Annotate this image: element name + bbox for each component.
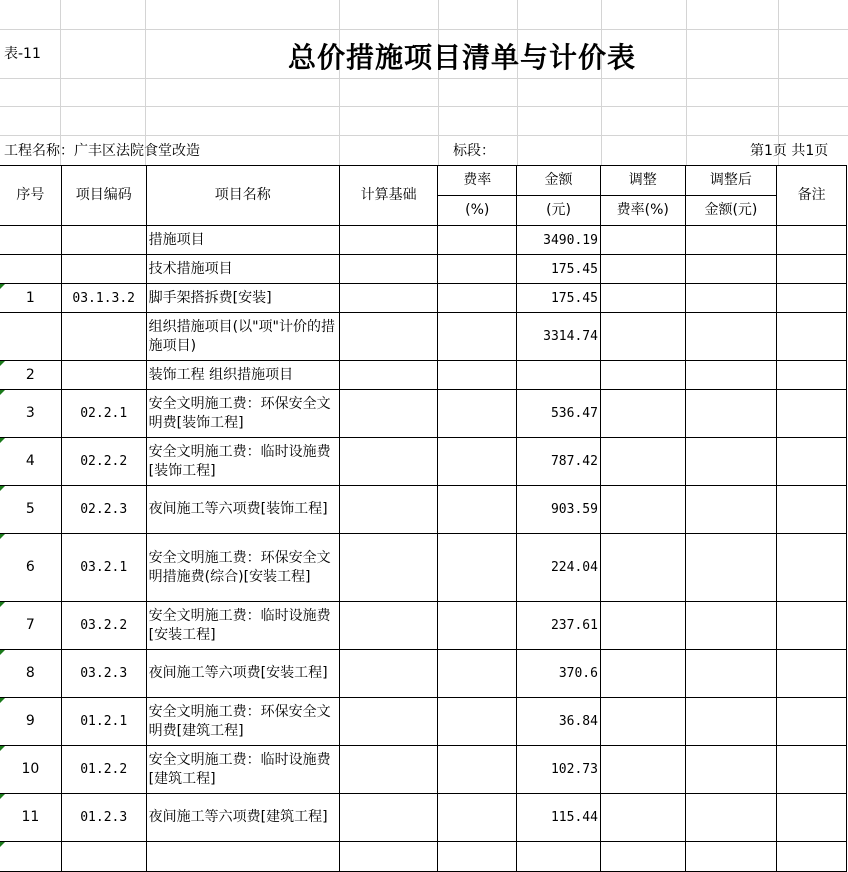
cell-remark[interactable] [777, 361, 847, 390]
cell-seq[interactable]: 5 [0, 486, 61, 534]
cell-name[interactable]: 安全文明施工费：临时设施费[安装工程] [146, 602, 339, 650]
cell-code[interactable]: 01.2.1 [61, 698, 146, 746]
cell-rate[interactable] [438, 602, 517, 650]
cell-amount[interactable]: 36.84 [517, 698, 601, 746]
cell-amount[interactable]: 536.47 [517, 390, 601, 438]
cell-adjusted-amount[interactable] [685, 534, 777, 602]
cell-code[interactable]: 01.2.3 [61, 794, 146, 842]
table-row [0, 284, 847, 313]
table-row [0, 313, 847, 361]
cell-adjust-rate[interactable] [600, 226, 685, 255]
cell-rate[interactable] [438, 390, 517, 438]
header-adjust-rate-unit[interactable]: 费率(%) [600, 196, 685, 226]
header-remark[interactable]: 备注 [777, 166, 847, 226]
cell-remark[interactable] [777, 746, 847, 794]
cell-seq[interactable]: 7 [0, 602, 61, 650]
cell-adjust-rate[interactable] [600, 746, 685, 794]
cell-name[interactable]: 脚手架搭拆费[安装] [146, 284, 339, 313]
page-indicator: 第1页 共1页 [750, 143, 829, 159]
cell-basis[interactable] [339, 390, 438, 438]
cell-basis[interactable] [339, 602, 438, 650]
cell-amount[interactable]: 3314.74 [517, 313, 601, 361]
cell-rate[interactable] [438, 534, 517, 602]
cell-adjust-rate[interactable] [600, 255, 685, 284]
cell-adjusted-amount[interactable] [685, 361, 777, 390]
cell-rate[interactable] [438, 313, 517, 361]
cell-amount[interactable]: 787.42 [517, 438, 601, 486]
cell-code[interactable]: 02.2.3 [61, 486, 146, 534]
table-row [0, 390, 847, 438]
cell-remark[interactable] [777, 698, 847, 746]
header-rate-unit[interactable]: (%) [438, 196, 517, 226]
cell-rate[interactable] [438, 284, 517, 313]
cell-code[interactable] [61, 313, 146, 361]
cell-code[interactable] [61, 361, 146, 390]
table-row [0, 226, 847, 255]
table-row [0, 361, 847, 390]
page-title: 总价措施项目清单与计价表 [288, 41, 637, 74]
cell-basis[interactable] [339, 284, 438, 313]
cell-basis[interactable] [339, 361, 438, 390]
cell-adjust-rate[interactable] [600, 534, 685, 602]
cell-adjust-rate[interactable] [600, 602, 685, 650]
cell-basis[interactable] [339, 842, 438, 872]
cell-basis[interactable] [339, 438, 438, 486]
cell-remark[interactable] [777, 842, 847, 872]
cell-rate[interactable] [438, 361, 517, 390]
cell-seq[interactable]: 1 [0, 284, 61, 313]
cell-basis[interactable] [339, 746, 438, 794]
cell-adjusted-amount[interactable] [685, 842, 777, 872]
cell-code[interactable] [61, 226, 146, 255]
cell-adjust-rate[interactable] [600, 284, 685, 313]
table-row [0, 486, 847, 534]
header-amount[interactable]: 金额 [517, 166, 601, 196]
cell-seq[interactable] [0, 313, 61, 361]
table-row [0, 746, 847, 794]
cell-seq[interactable]: 2 [0, 361, 61, 390]
cell-adjust-rate[interactable] [600, 650, 685, 698]
cell-code[interactable]: 01.2.2 [61, 746, 146, 794]
cell-remark[interactable] [777, 602, 847, 650]
cell-remark[interactable] [777, 486, 847, 534]
cell-seq[interactable]: 6 [0, 534, 61, 602]
cell-adjust-rate[interactable] [600, 438, 685, 486]
cell-code[interactable]: 03.2.2 [61, 602, 146, 650]
cell-name[interactable]: 安全文明施工费：临时设施费[建筑工程] [146, 746, 339, 794]
cell-rate[interactable] [438, 438, 517, 486]
cell-code[interactable]: 02.2.2 [61, 438, 146, 486]
table-row [0, 794, 847, 842]
cell-rate[interactable] [438, 486, 517, 534]
cell-adjusted-amount[interactable] [685, 650, 777, 698]
cell-seq[interactable]: 3 [0, 390, 61, 438]
cell-name[interactable]: 夜间施工等六项费[建筑工程] [146, 794, 339, 842]
cell-remark[interactable] [777, 534, 847, 602]
cell-basis[interactable] [339, 650, 438, 698]
cell-name[interactable]: 安全文明施工费：环保安全文明费[装饰工程] [146, 390, 339, 438]
cell-rate[interactable] [438, 255, 517, 284]
cell-seq[interactable]: 9 [0, 698, 61, 746]
cell-name[interactable]: 组织措施项目(以"项"计价的措施项目) [146, 313, 339, 361]
cell-rate[interactable] [438, 794, 517, 842]
cell-name[interactable]: 安全文明施工费：环保安全文明措施费(综合)[安装工程] [146, 534, 339, 602]
cell-remark[interactable] [777, 390, 847, 438]
cell-code[interactable]: 02.2.1 [61, 390, 146, 438]
cell-adjust-rate[interactable] [600, 486, 685, 534]
cell-adjust-rate[interactable] [600, 842, 685, 872]
cell-code[interactable] [61, 255, 146, 284]
cell-amount[interactable]: 175.45 [517, 284, 601, 313]
cell-name[interactable]: 安全文明施工费：临时设施费[装饰工程] [146, 438, 339, 486]
cell-rate[interactable] [438, 698, 517, 746]
header-adjusted-amount-unit[interactable]: 金额(元) [685, 196, 777, 226]
table-number: 表-11 [4, 46, 41, 62]
header-amount-unit[interactable]: (元) [517, 196, 601, 226]
cell-adjusted-amount[interactable] [685, 746, 777, 794]
cell-name[interactable]: 装饰工程 组织措施项目 [146, 361, 339, 390]
cell-amount[interactable]: 370.6 [517, 650, 601, 698]
cell-code[interactable] [61, 842, 146, 872]
cell-adjusted-amount[interactable] [685, 284, 777, 313]
section-label: 标段： [453, 143, 495, 159]
cell-remark[interactable] [777, 284, 847, 313]
table-row [0, 698, 847, 746]
cell-amount[interactable] [517, 361, 601, 390]
table-row [0, 842, 847, 872]
header-basis[interactable]: 计算基础 [339, 166, 438, 226]
cell-seq[interactable] [0, 842, 61, 872]
cell-code[interactable]: 03.1.3.2 [61, 284, 146, 313]
header-seq[interactable]: 序号 [0, 166, 61, 226]
cell-seq[interactable]: 10 [0, 746, 61, 794]
cell-adjusted-amount[interactable] [685, 794, 777, 842]
table-row [0, 650, 847, 698]
table-row [0, 602, 847, 650]
cell-remark[interactable] [777, 226, 847, 255]
cell-adjust-rate[interactable] [600, 390, 685, 438]
cell-rate[interactable] [438, 650, 517, 698]
cell-name[interactable]: 夜间施工等六项费[安装工程] [146, 650, 339, 698]
cell-adjusted-amount[interactable] [685, 226, 777, 255]
cell-rate[interactable] [438, 746, 517, 794]
cell-rate[interactable] [438, 842, 517, 872]
cell-remark[interactable] [777, 438, 847, 486]
cell-amount[interactable]: 3490.19 [517, 226, 601, 255]
measures-table [0, 165, 847, 872]
table-row [0, 534, 847, 602]
cell-remark[interactable] [777, 650, 847, 698]
cell-adjust-rate[interactable] [600, 313, 685, 361]
cell-seq[interactable] [0, 226, 61, 255]
cell-name[interactable]: 措施项目 [146, 226, 339, 255]
cell-name[interactable] [146, 842, 339, 872]
cell-amount[interactable]: 237.61 [517, 602, 601, 650]
cell-adjusted-amount[interactable] [685, 390, 777, 438]
cell-code[interactable]: 03.2.3 [61, 650, 146, 698]
cell-seq[interactable]: 11 [0, 794, 61, 842]
cell-adjusted-amount[interactable] [685, 698, 777, 746]
cell-code[interactable]: 03.2.1 [61, 534, 146, 602]
cell-rate[interactable] [438, 226, 517, 255]
cell-remark[interactable] [777, 794, 847, 842]
cell-basis[interactable] [339, 534, 438, 602]
cell-basis[interactable] [339, 255, 438, 284]
cell-basis[interactable] [339, 486, 438, 534]
header-rate[interactable]: 费率 [438, 166, 517, 196]
header-code[interactable]: 项目编码 [61, 166, 146, 226]
cell-seq[interactable]: 4 [0, 438, 61, 486]
cell-adjusted-amount[interactable] [685, 602, 777, 650]
table-row [0, 438, 847, 486]
cell-amount[interactable]: 903.59 [517, 486, 601, 534]
table-row [0, 255, 847, 284]
header-name[interactable]: 项目名称 [146, 166, 339, 226]
header-adjust[interactable]: 调整 [600, 166, 685, 196]
project-name: 工程名称：广丰区法院食堂改造 [4, 143, 200, 159]
cell-amount[interactable] [517, 842, 601, 872]
header-adjusted[interactable]: 调整后 [685, 166, 777, 196]
cell-remark[interactable] [777, 255, 847, 284]
cell-basis[interactable] [339, 698, 438, 746]
cell-name[interactable]: 安全文明施工费：环保安全文明费[建筑工程] [146, 698, 339, 746]
cell-adjust-rate[interactable] [600, 698, 685, 746]
cell-name[interactable]: 技术措施项目 [146, 255, 339, 284]
cell-name[interactable]: 夜间施工等六项费[装饰工程] [146, 486, 339, 534]
cell-adjust-rate[interactable] [600, 361, 685, 390]
cell-basis[interactable] [339, 226, 438, 255]
cell-seq[interactable] [0, 255, 61, 284]
cell-basis[interactable] [339, 313, 438, 361]
cell-amount[interactable]: 224.04 [517, 534, 601, 602]
cell-remark[interactable] [777, 313, 847, 361]
cell-adjust-rate[interactable] [600, 794, 685, 842]
cell-amount[interactable]: 102.73 [517, 746, 601, 794]
cell-adjusted-amount[interactable] [685, 486, 777, 534]
cell-adjusted-amount[interactable] [685, 255, 777, 284]
cell-seq[interactable]: 8 [0, 650, 61, 698]
cell-amount[interactable]: 175.45 [517, 255, 601, 284]
cell-amount[interactable]: 115.44 [517, 794, 601, 842]
cell-adjusted-amount[interactable] [685, 313, 777, 361]
cell-basis[interactable] [339, 794, 438, 842]
cell-adjusted-amount[interactable] [685, 438, 777, 486]
